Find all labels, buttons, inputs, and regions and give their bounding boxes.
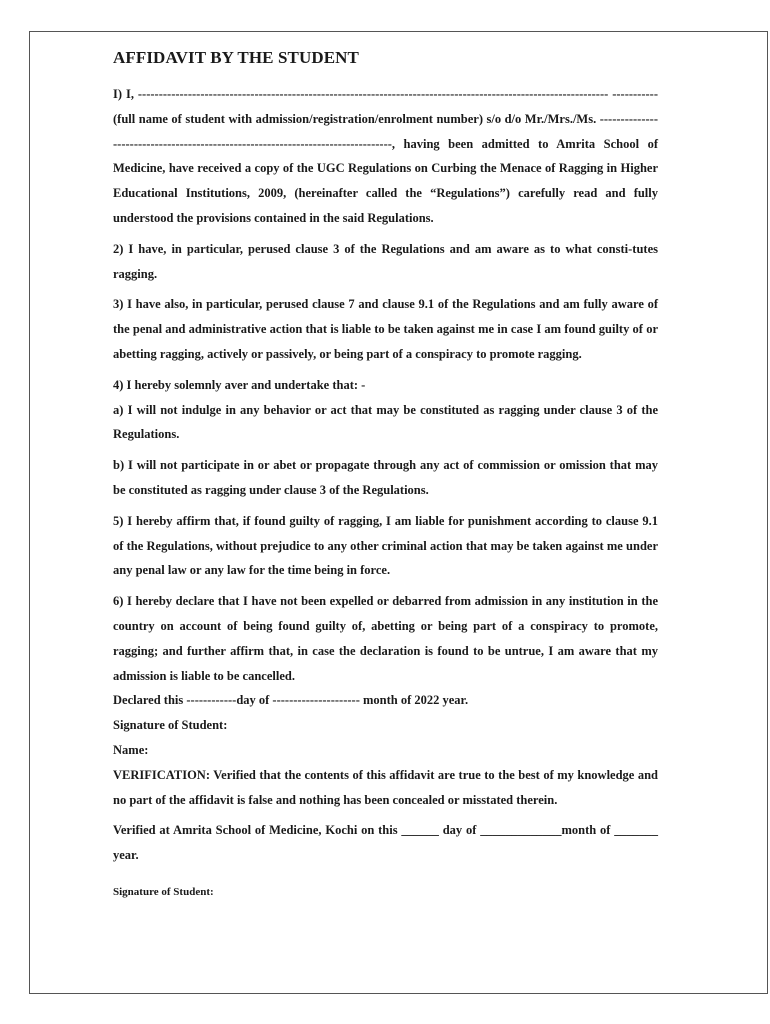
signature-bottom-label: Signature of Student:: [113, 885, 214, 898]
paragraph-5: 5) I hereby affirm that, if found guilty of ragging, I am liable for punishment according to clause 9.1 of the Regulations, without prejudice to any other criminal action that may be taken against me under any penal law or any law for the time being in force.: [113, 513, 658, 578]
paragraph-6: 6) I hereby declare that I have not been expelled or debarred from admission in any institution in the country on account of being found guilty of, abetting or being part of a conspiracy to promote, ragging; and further affirm that, in case the declaration is found to be untrue, I am aware that my admission is liable to be cancelled.: [113, 594, 658, 683]
name-label: Name:: [113, 742, 149, 757]
document-title: AFFIDAVIT BY THE STUDENT: [113, 48, 359, 67]
paragraph-4b: b) I will not participate in or abet or propagate through any act of commission or omission that may be constituted as ragging under clause 3 of the Regulations.: [113, 458, 658, 497]
paragraph-4a: a) I will not indulge in any behavior or act that may be constituted as ragging under clause 3 of the Regulations.: [113, 402, 658, 442]
signature-label: Signature of Student:: [113, 718, 228, 733]
verified-at-line: Verified at Amrita School of Medicine, Kochi on this ______ day of _____________month of _______ year.: [113, 823, 658, 863]
paragraph-3: 3) I have also, in particular, perused clause 7 and clause 9.1 of the Regulations and am fully aware of the penal and administrative action that is liable to be taken against me in case I am found guilty of or abetting ragging, actively or passively, or being part of a conspiracy to promote ragging.: [113, 297, 658, 361]
declared-line: Declared this ------------day of --------------------- month of 2022 year.: [113, 693, 469, 708]
paragraph-4-intro: 4) I hereby solemnly aver and undertake that: -: [113, 377, 366, 392]
verification-paragraph: VERIFICATION: Verified that the contents of this affidavit are true to the best of my knowledge and no part of the affidavit is false and nothing has been concealed or misstated therein.: [113, 767, 658, 807]
paragraph-1: I) I, ----------------------------------------------------------------------------------------------------------------- ----------- (full name of student with admission/registration/enrolment number) s/o d/o Mr./Mrs./Ms. ---------------------------------------------------------------------------------, having been admitted to Amrita School of Medicine, have received a copy of the UGC Regulations on Curbing the Menace of Ragging in Higher Educational Institutions, 2009, (hereinafter called the “Regulations”) carefully read and fully understood the provisions contained in the said Regulations.: [113, 87, 658, 225]
affidavit-document: [113, 44, 658, 902]
paragraph-2: 2) I have, in particular, perused clause 3 of the Regulations and am aware as to what consti-tutes ragging.: [113, 241, 658, 281]
